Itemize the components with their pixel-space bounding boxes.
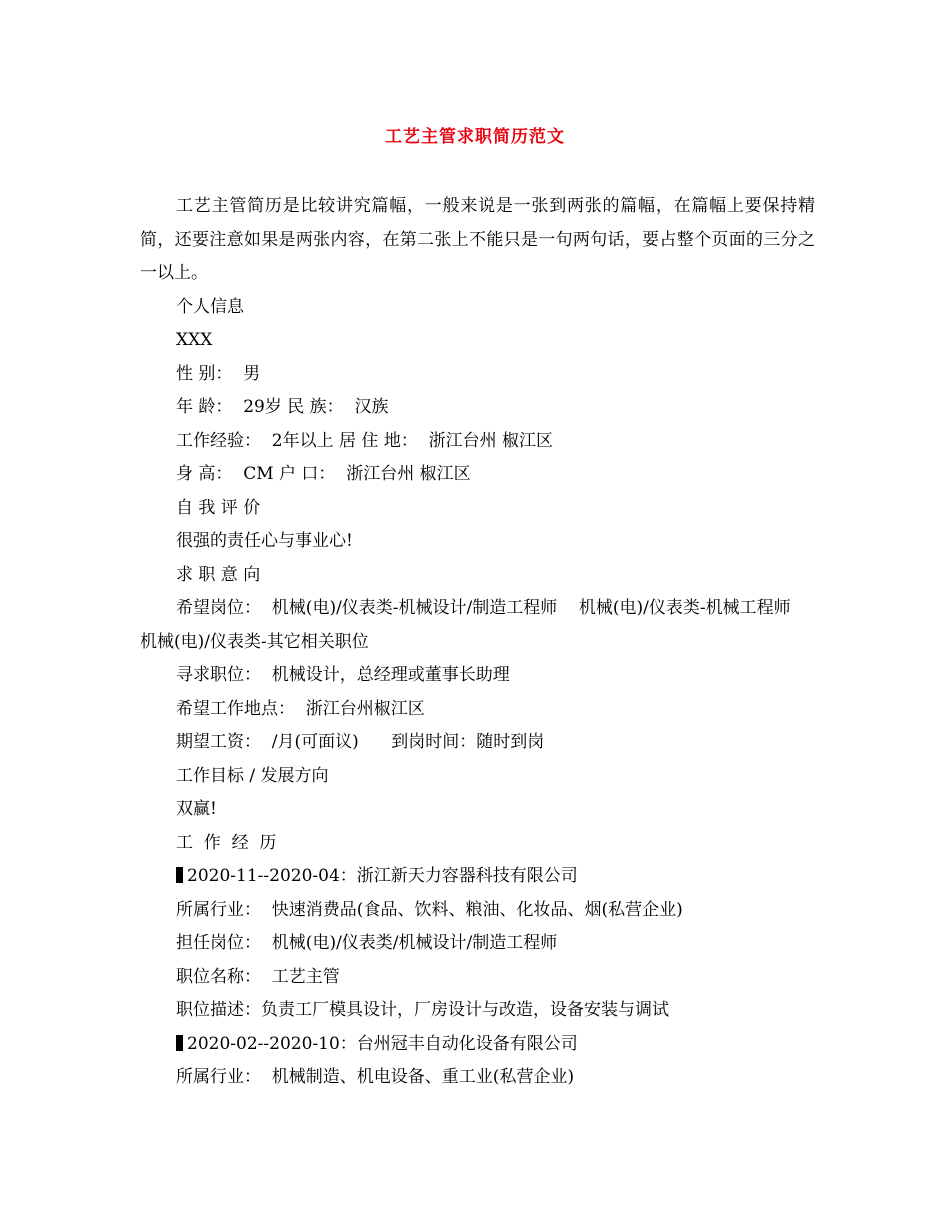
age-ethnicity-line: 年 龄： 29岁 民 族： 汉族 [176,397,389,417]
salary-arrival-line: 期望工资： /月(可面议) 到岗时间：随时到岗 [176,732,545,752]
section-heading-work-experience: 工 作 经 历 [176,832,277,853]
height-hukou-line: 身 高： CM 户 口： 浙江台州 椒江区 [176,464,471,484]
section-heading-personal-info: 个人信息 [176,296,244,317]
seek-position-line: 寻求职位： 机械设计，总经理或董事长助理 [176,665,510,685]
bullet-block-icon [176,867,183,883]
bullet-block-icon [176,1035,183,1051]
name-line: XXX [176,330,213,350]
job1-industry-line: 所属行业： 快速消费品(食品、饮料、粮油、化妆品、烟(私营企业) [176,899,683,920]
job1-title-line: 职位名称： 工艺主管 [176,966,340,987]
wish-position-line: 希望岗位： 机械(电)/仪表类-机械设计/制造工程师 机械(电)/仪表类-机械工程师 机械(电)/仪表类-其它相关职位 [140,598,813,652]
work-goal-text: 双赢! [176,799,217,819]
document-body [140,190,815,1095]
job2-header-text: 2020-02--2020-10：台州冠丰自动化设备有限公司 [187,1033,578,1054]
intro-paragraph: 工艺主管简历是比较讲究篇幅，一般来说是一张到两张的篇幅，在篇幅上要保持精简，还要注意如果是两张内容，在第二张上不能只是一句两句话，要占整个页面的三分之一以上。 [140,196,815,283]
job2-industry-line: 所属行业： 机械制造、机电设备、重工业(私营企业) [176,1067,575,1087]
section-heading-work-goal: 工作目标 / 发展方向 [176,765,329,786]
section-heading-job-intention: 求 职 意 向 [176,564,261,585]
job1-post-line: 担任岗位： 机械(电)/仪表类/机械设计/制造工程师 [176,933,558,953]
gender-line: 性 别： 男 [176,363,261,384]
job1-header [140,860,815,894]
job1-description-line: 职位描述：负责工厂模具设计，厂房设计与改造，设备安装与调试 [176,1000,669,1020]
experience-residence-line: 工作经验： 2年以上 居 住 地： 浙江台州 椒江区 [176,430,554,451]
work-location-line: 希望工作地点： 浙江台州椒江区 [176,698,425,719]
section-heading-self-evaluation: 自 我 评 价 [176,497,261,518]
document-title: 工艺主管求职简历范文 [385,127,565,147]
job1-header-text: 2020-11--2020-04：浙江新天力容器科技有限公司 [187,866,578,886]
job2-header [140,1028,815,1062]
self-evaluation-text: 很强的责任心与事业心! [176,531,353,551]
